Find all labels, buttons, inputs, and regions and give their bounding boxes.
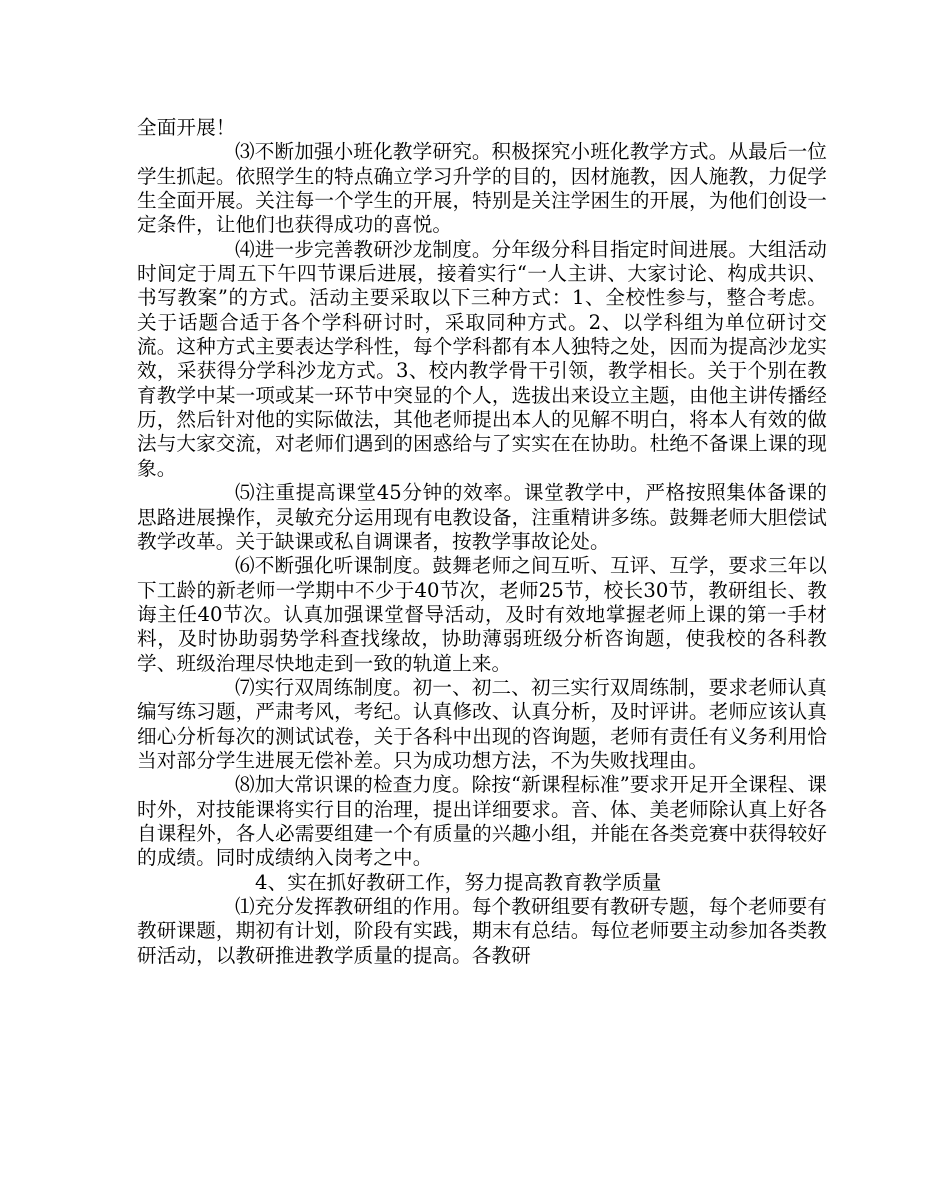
paragraph-item-7: ⑺实行双周练制度。初一、初二、初三实行双周练制，要求老师认真编写练习题，严肃考风，考纪。认真修改、认真分析，及时评讲。老师应该认真细心分析每次的测试试卷，关于各科中出现的咨询题，老师有责任有义务利用恰当对部分学生进展无偿补差。只为成功想方法，不为失败找理由。	[137, 675, 827, 772]
paragraph-item-8: ⑻加大常识课的检查力度。除按“新课程标准”要求开足开全课程、课时外，对技能课将实行目的治理，提出详细要求。音、体、美老师除认真上好各自课程外，各人必需要组建一个有质量的兴趣小组，并能在各类竞赛中获得较好的成绩。同时成绩纳入岗考之中。	[137, 773, 827, 870]
document-body	[137, 116, 827, 968]
section-heading: 4、实在抓好教研工作，努力提高教育教学质量	[255, 870, 662, 894]
paragraph-item-3: ⑶不断加强小班化教学研究。积极探究小班化教学方式。从最后一位学生抓起。依照学生的特点确立学习升学的目的，因材施教，因人施教，力促学生全面开展。关注每一个学生的开展，特别是关注学困生的开展，为他们创设一定条件，让他们也获得成功的喜悦。	[137, 140, 827, 237]
paragraph-item-1: ⑴充分发挥教研组的作用。每个教研组要有教研专题，每个老师要有教研课题，期初有计划，阶段有实践，期末有总结。每位老师要主动参加各类教研活动，以教研推进教学质量的提高。各教研	[137, 895, 827, 967]
paragraph-item-6: ⑹不断强化听课制度。鼓舞老师之间互听、互评、互学，要求三年以下工龄的新老师一学期中不少于40节次，老师25节，校长30节，教研组长、教诲主任40节次。认真加强课堂督导活动，及时有效地掌握老师上课的第一手材料，及时协助弱势学科查找缘故，协助薄弱班级分析咨询题，使我校的各科教学、班级治理尽快地走到一致的轨道上来。	[137, 554, 827, 675]
paragraph-continuation: 全面开展！	[137, 116, 236, 139]
paragraph-item-4: ⑷进一步完善教研沙龙制度。分年级分科目指定时间进展。大组活动时间定于周五下午四节课后进展，接着实行“一人主讲、大家讨论、构成共识、书写教案”的方式。活动主要采取以下三种方式：1、全校性参与，整合考虑。关于话题合适于各个学科研讨时，采取同种方式。2、以学科组为单位研讨交流。这种方式主要表达学科性，每个学科都有本人独特之处，因而为提高沙龙实效，采获得分学科沙龙方式。3、校内教学骨干引领，教学相长。关于个别在教育教学中某一项或某一环节中突显的个人，选拔出来设立主题，由他主讲传播经历，然后针对他的实际做法，其他老师提出本人的见解不明白，将本人有效的做法与大家交流，对老师们遇到的困惑给与了实实在在协助。杜绝不备课上课的现象。	[137, 237, 827, 480]
paragraph-item-5: ⑸注重提高课堂45分钟的效率。课堂教学中，严格按照集体备课的思路进展操作，灵敏充分运用现有电教设备，注重精讲多练。鼓舞老师大胆偿试教学改革。关于缺课或私自调课者，按教学事故论处。	[137, 481, 827, 553]
